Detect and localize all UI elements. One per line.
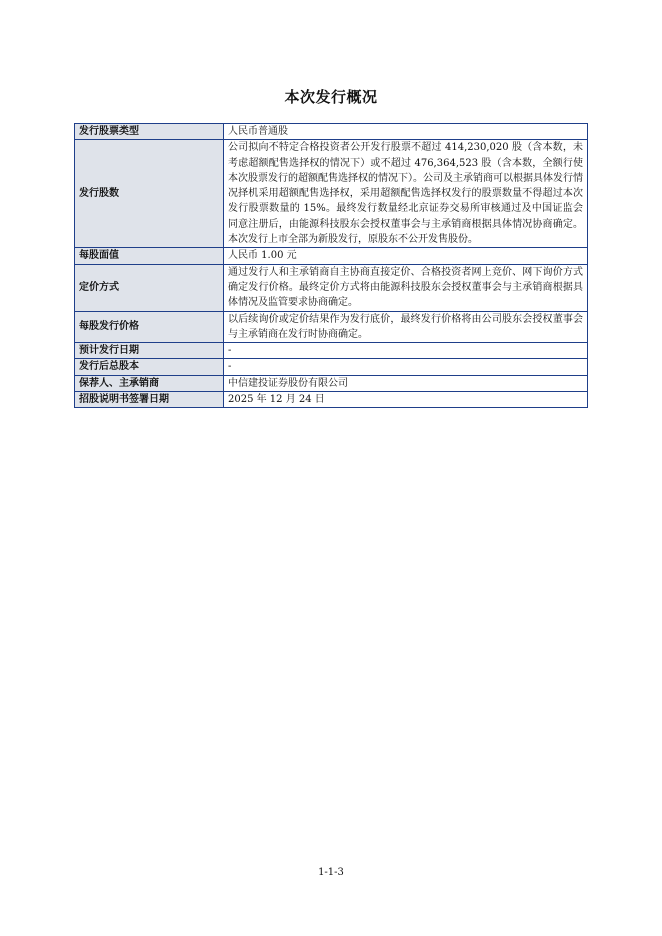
table-row <box>75 124 588 140</box>
row-value: - <box>224 359 588 375</box>
table-row <box>75 264 588 311</box>
table-row <box>75 248 588 264</box>
table-row <box>75 343 588 359</box>
row-value: 人民币普通股 <box>224 124 588 140</box>
row-label: 每股发行价格 <box>75 311 224 343</box>
row-label: 发行股数 <box>75 140 224 248</box>
table-row <box>75 375 588 391</box>
table-row <box>75 311 588 343</box>
row-label: 每股面值 <box>75 248 224 264</box>
table-row <box>75 359 588 375</box>
page-number: 1-1-3 <box>318 867 344 878</box>
row-value: 公司拟向不特定合格投资者公开发行股票不超过 414,230,020 股（含本数，未考虑超额配售选择权的情况下）或不超过 476,364,523 股（含本数，全额行使本次股票发行的超额配售选择权的情况下）。公司及主承销商可以根据具体发行情况择机采用超额配售选择权，采用超额配售选择权发行的股票数量不得超过本次发行股票数量的 15%。最终发行数量经北京证券交易所审核通过及中国证监会同意注册后，由能源科技股东会授权董事会与主承销商根据具体情况协商确定。本次发行上市全部为新股发行，原股东不公开发售股份。 <box>224 140 588 248</box>
row-label: 预计发行日期 <box>75 343 224 359</box>
offering-summary-table <box>74 123 588 408</box>
row-label: 发行股票类型 <box>75 124 224 140</box>
row-value: 2025 年 12 月 24 日 <box>224 392 588 408</box>
row-value: 通过发行人和主承销商自主协商直接定价、合格投资者网上竞价、网下询价方式确定发行价格。最终定价方式将由能源科技股东会授权董事会与主承销商根据具体情况及监管要求协商确定。 <box>224 264 588 311</box>
row-value: - <box>224 343 588 359</box>
table-row <box>75 392 588 408</box>
row-value: 中信建投证券股份有限公司 <box>224 375 588 391</box>
row-label: 招股说明书签署日期 <box>75 392 224 408</box>
row-value: 以后续询价或定价结果作为发行底价，最终发行价格将由公司股东会授权董事会与主承销商在发行时协商确定。 <box>224 311 588 343</box>
row-label: 定价方式 <box>75 264 224 311</box>
page-title: 本次发行概况 <box>284 88 378 106</box>
row-label: 发行后总股本 <box>75 359 224 375</box>
row-value: 人民币 1.00 元 <box>224 248 588 264</box>
table-row <box>75 140 588 248</box>
row-label: 保荐人、主承销商 <box>75 375 224 391</box>
